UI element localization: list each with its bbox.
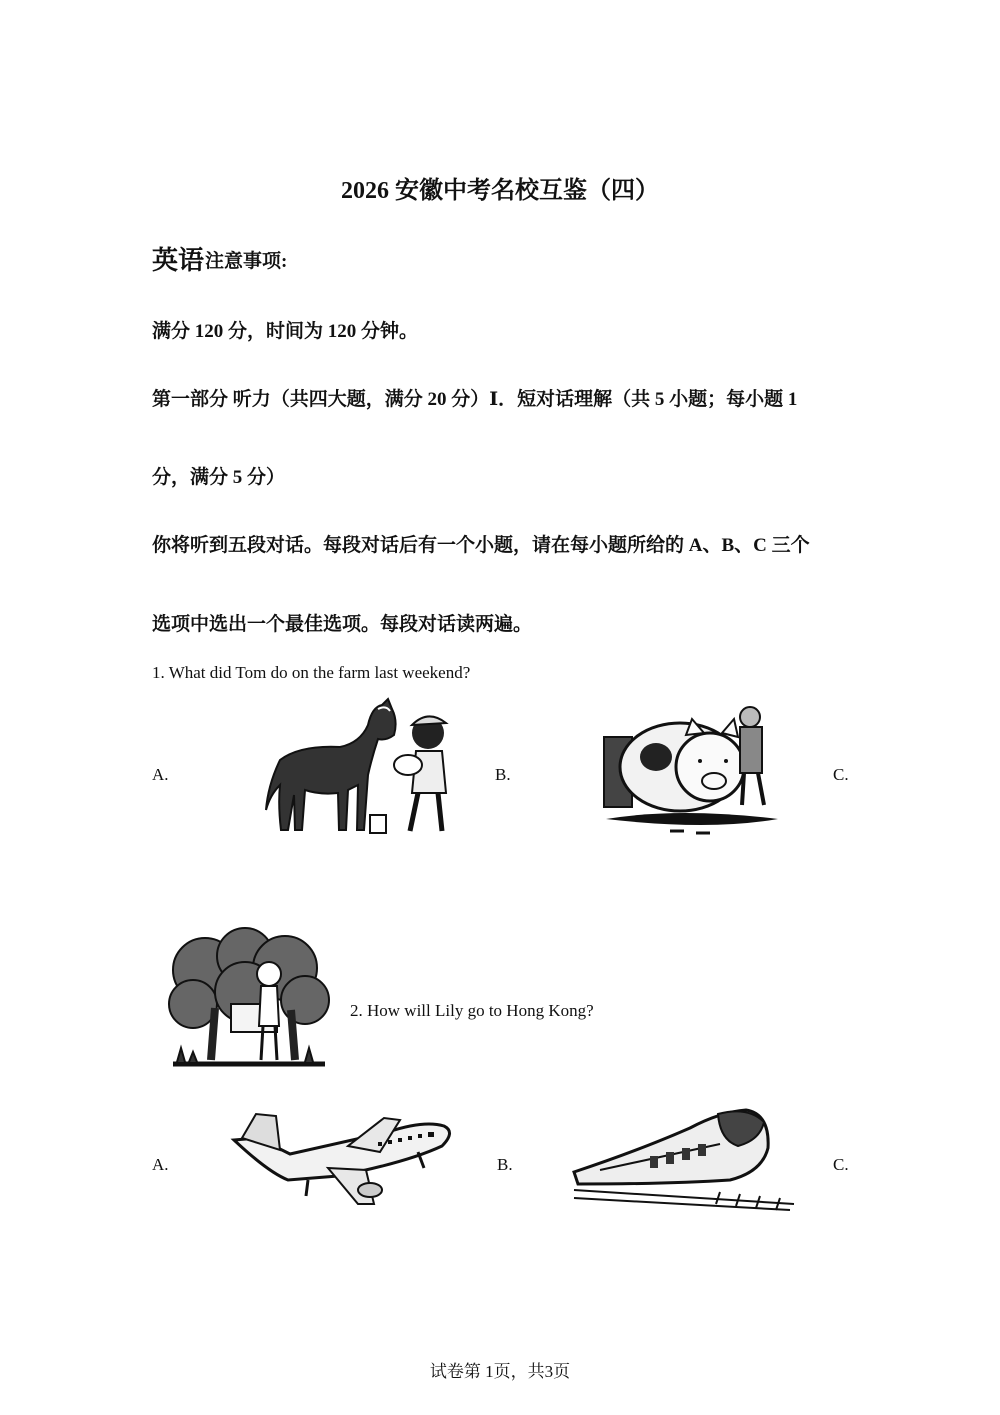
instruction-line-1: 满分 120 分，时间为 120 分钟。 bbox=[152, 321, 419, 342]
instruction-line-2: 第一部分 听力（共四大题，满分 20 分）Ⅰ．短对话理解（共 5 小题；每小题 1 bbox=[152, 389, 798, 410]
page-title: 2026 安徽中考名校互鉴（四） bbox=[341, 178, 659, 204]
q1-option-c-label: C. bbox=[833, 765, 849, 784]
q1-option-a-label: A. bbox=[152, 765, 169, 784]
q2-option-a-label: A. bbox=[152, 1155, 169, 1174]
q2-option-b-label: B. bbox=[497, 1155, 513, 1174]
question-2-text: 2. How will Lily go to Hong Kong? bbox=[350, 1001, 594, 1020]
train-illustration bbox=[570, 1100, 796, 1210]
instruction-line-4: 你将听到五段对话。每段对话后有一个小题，请在每小题所给的 A、B、C 三个 bbox=[152, 535, 810, 556]
instruction-line-5: 选项中选出一个最佳选项。每段对话读两遍。 bbox=[152, 614, 533, 635]
q1-option-b-label: B. bbox=[495, 765, 511, 784]
tree-and-child-illustration bbox=[165, 930, 333, 1072]
page-footer: 试卷第 1页，共3页 bbox=[429, 1362, 571, 1381]
airplane-illustration bbox=[228, 1110, 458, 1210]
notice-label: 注意事项: bbox=[205, 251, 288, 272]
horse-and-boy-illustration bbox=[260, 695, 460, 837]
subject-label: 英语 bbox=[152, 246, 205, 275]
pig-and-farmer-illustration bbox=[600, 695, 805, 837]
question-1-text: 1. What did Tom do on the farm last weekend? bbox=[152, 663, 471, 682]
instruction-line-3: 分，满分 5 分） bbox=[152, 467, 286, 488]
q2-option-c-label: C. bbox=[833, 1155, 849, 1174]
